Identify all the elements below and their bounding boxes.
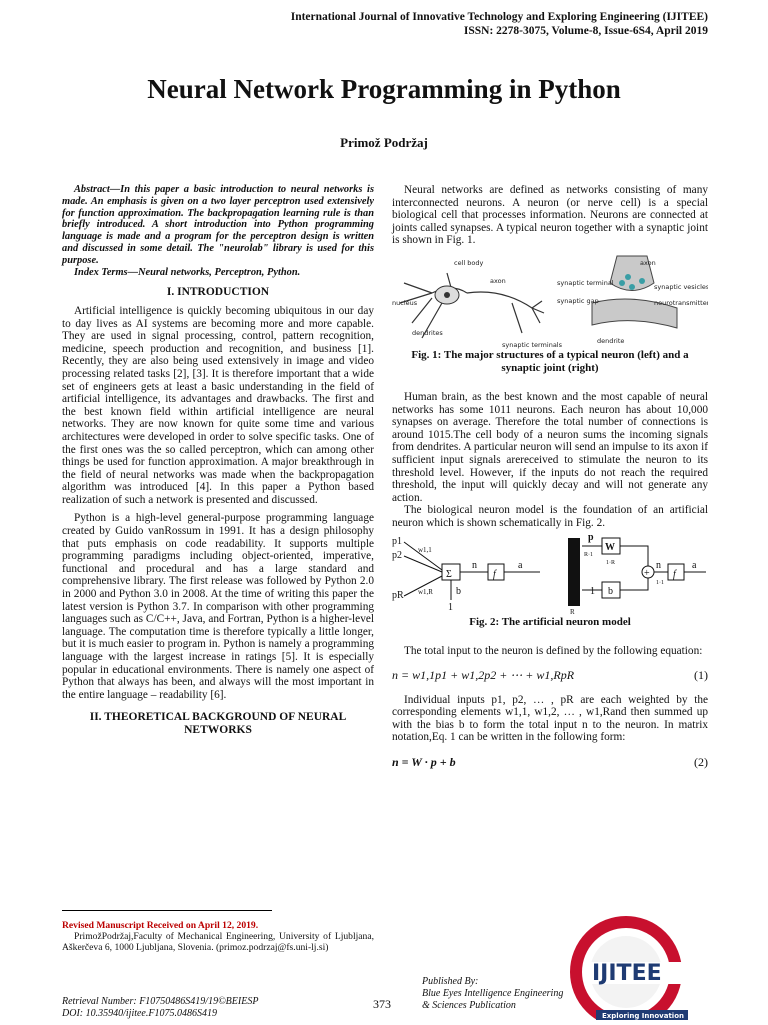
fig1-label: dendrites [412,328,443,337]
fig2-label: w1,R [418,587,433,596]
fig2-label: Σ [446,568,452,580]
section-heading-introduction: I. INTRODUCTION [166,286,270,299]
retrieval-info [62,996,258,1020]
equation-2-body: n = W · p + b [392,755,456,770]
fig2-label: b [456,585,461,597]
fig1-label: cell body [454,258,484,267]
fig2-label: f [673,568,676,580]
retrieval-number: Retrieval Number: F10750486S419/19©BEIESP [62,996,259,1007]
fig2-label: 1·R [606,559,615,566]
fig2-label: 1 [448,601,453,613]
fig2-label: pR [392,589,404,601]
logo-text: IJITEE [592,961,662,986]
fig2-label: W [605,541,615,553]
intro-paragraph-2: Python is a high-level general-purpose programming language created by Guido vanRossum in 1991. It has a design philosophy that puts emphasis on code readability. It supports multiple programming paradigms including object-oriented, imperative, functional and procedural and has a large standard and comprehensive library. The first release was followed by Python 2.0 in 2000 and Python 3.0 in 2008. At the time of writing this paper the latest version is Python 3.7. In comparison with other programming languages such as C/C++, Java, and Fortran, Python is a higher-level language. The computation time is therefore typically a little longer, but it is much easier to program in. Python is namely a programming language with the largest increase in ratings [5]. It is especially popular in educational environments. There is namely one aspect of Python that always has been, and always will the most important in the entire language – readability [6]. [62,512,374,701]
fig2-label: n [656,559,661,571]
neuron-synapse-diagram [392,253,708,349]
journal-issn: ISSN: 2278-3075, Volume-8, Issue-6S4, April 2019 [463,25,708,37]
right-column [392,184,708,781]
paper-title: Neural Network Programming in Python [147,74,621,104]
theory-paragraph-4: The total input to the neuron is defined by the following equation: [404,644,703,657]
figure-2 [392,534,708,616]
fig2-label: n [472,559,477,571]
fig2-label: 1·1 [656,579,664,586]
publisher-line-2: & Sciences Publication [422,1000,516,1011]
theory-paragraph-3: The biological neuron model is the foundation of an artificial neuron which is shown schematically in Fig. 2. [392,504,708,529]
fig2-label: R·1 [584,551,593,558]
publisher-line-1: Blue Eyes Intelligence Engineering [422,988,564,999]
theory-paragraph-1: Neural networks are defined as networks consisting of many interconnected neurons. A neuron (or nerve cell) is a special biological cell that processes information. Neurons are connected at joints called synapses. A typical neuron together with a synaptic joint is shown in Fig. 1. [392,184,708,247]
doi: DOI: 10.35940/ijitee.F1075.0486S419 [62,1008,217,1019]
fig2-label: f [493,568,496,580]
fig2-label: R [570,607,575,616]
abstract: Abstract—In this paper a basic introduction to neural networks is made. An emphasis is given on a two layer perceptron used extensively for function approximation. The backpropagation learning rule is than briefly introduced. A short introduction into Python programming language is made and a program for the perceptron design is written and discussed in some detail. The "neurolab" library is used for this purpose. [62,184,374,266]
fig2-label: p2 [392,549,402,561]
page-number: 373 [373,997,391,1011]
section-heading-theory: II. THEORETICAL BACKGROUND OF NEURAL NETWORKS [89,711,347,736]
fig2-label: b [608,585,613,597]
footnote-affiliation: PrimožPodržaj,Faculty of Mechanical Engineering, University of Ljubljana, Aškerčeva 6, 1000 Ljubljana, Slovenia. (primoz.podrzaj@fs.uni-lj.si) [62,931,374,953]
footnote-received: Revised Manuscript Received on April 12, 2019. [62,920,259,931]
fig1-label: nucleus [392,298,418,307]
figure-1 [392,253,708,349]
intro-paragraph-1: Artificial intelligence is quickly becoming ubiquitous in our day to day lives as AI systems are becoming more and more capable. They are used in signal processing, control, pattern recognition, medicine, speech production and recognition, and business [1]. Recently, they are also being used extensively in image and video processing related tasks [2], [3]. It is therefore important that a wide set of engineers gets at least a basic understanding in the field of artificial intelligence, its advantages and drawbacks. The first and the best known field within artificial intelligence are neural networks. They are now known for quite some time and various architectures were developed in order to solve specific tasks. One of the first ones was the so called perceptron, which can among other things be used for function approximation. A major breakthrough in the field of neural networks was made when the backpropagation algorithm was introduced [4]. In this paper a Python based realization of such a network is presented and discussed. [62,304,374,506]
fig1-label: axon [640,258,656,267]
journal-header [291,10,708,38]
fig2-label: 1 [590,585,595,597]
footnote-divider [62,910,272,911]
fig1-label: synaptic gap [557,296,599,305]
paper-author: Primož Podržaj [340,135,428,150]
fig1-label: dendrite [597,336,625,345]
theory-paragraph-2: Human brain, as the best known and the most capable of neural networks has some 1011 neurons. Each neuron has about 10,000 synapses on average. Therefore the total number of connections is around 1015.The cell body of a neuron sums the incoming signals from dendrites. A particular neuron will send an impulse to its axon if sufficient input signals arereceived to stimulate the neuron to its threshold level. However, if the inputs do not reach the required threshold, the input will quickly decay and will not generate any action. [392,390,708,504]
fig2-label: + [644,567,650,579]
fig1-label: synaptic terminals [502,340,562,349]
fig1-label: neurotransmitters [654,298,708,307]
figure-2-caption: Fig. 2: The artificial neuron model [469,615,631,628]
index-terms: Index Terms—Neural networks, Perceptron, Python. [74,266,301,278]
equation-1-number: (1) [694,668,708,683]
fig2-label: a [692,559,697,571]
fig1-label: synaptic terminal [557,278,614,287]
artificial-neuron-diagram [392,534,708,616]
ijitee-logo [562,912,712,1025]
equation-2-number: (2) [694,755,708,770]
theory-paragraph-5: Individual inputs p1, p2, … , pR are each weighted by the corresponding elements w1,1, w1,2, … , w1,Rand then summed up with the bias b to form the total input n to the neuron. In matrix notation,Eq. 1 can be written in the following form: [392,693,708,744]
equation-1-body: n = w1,1p1 + w1,2p2 + ⋯ + w1,RpR [392,668,575,683]
equation-2 [392,756,708,769]
journal-name: International Journal of Innovative Technology and Exploring Engineering (IJITEE) [290,11,708,23]
fig2-label: p [588,533,594,543]
fig2-label: w1,1 [418,545,432,554]
left-column [62,184,374,743]
fig1-label: synaptic vesicles [654,282,708,291]
footnote [62,920,374,953]
figure-1-caption: Fig. 1: The major structures of a typical neuron (left) and a synaptic joint (right) [411,348,689,374]
published-by: Published By: [422,976,479,987]
publisher-info [422,976,563,1012]
fig2-label: a [518,559,523,571]
fig1-label: axon [490,276,506,285]
fig2-label: p1 [392,535,402,547]
logo-ring-text: Exploring Innovation [602,1012,685,1020]
equation-1 [392,669,708,682]
